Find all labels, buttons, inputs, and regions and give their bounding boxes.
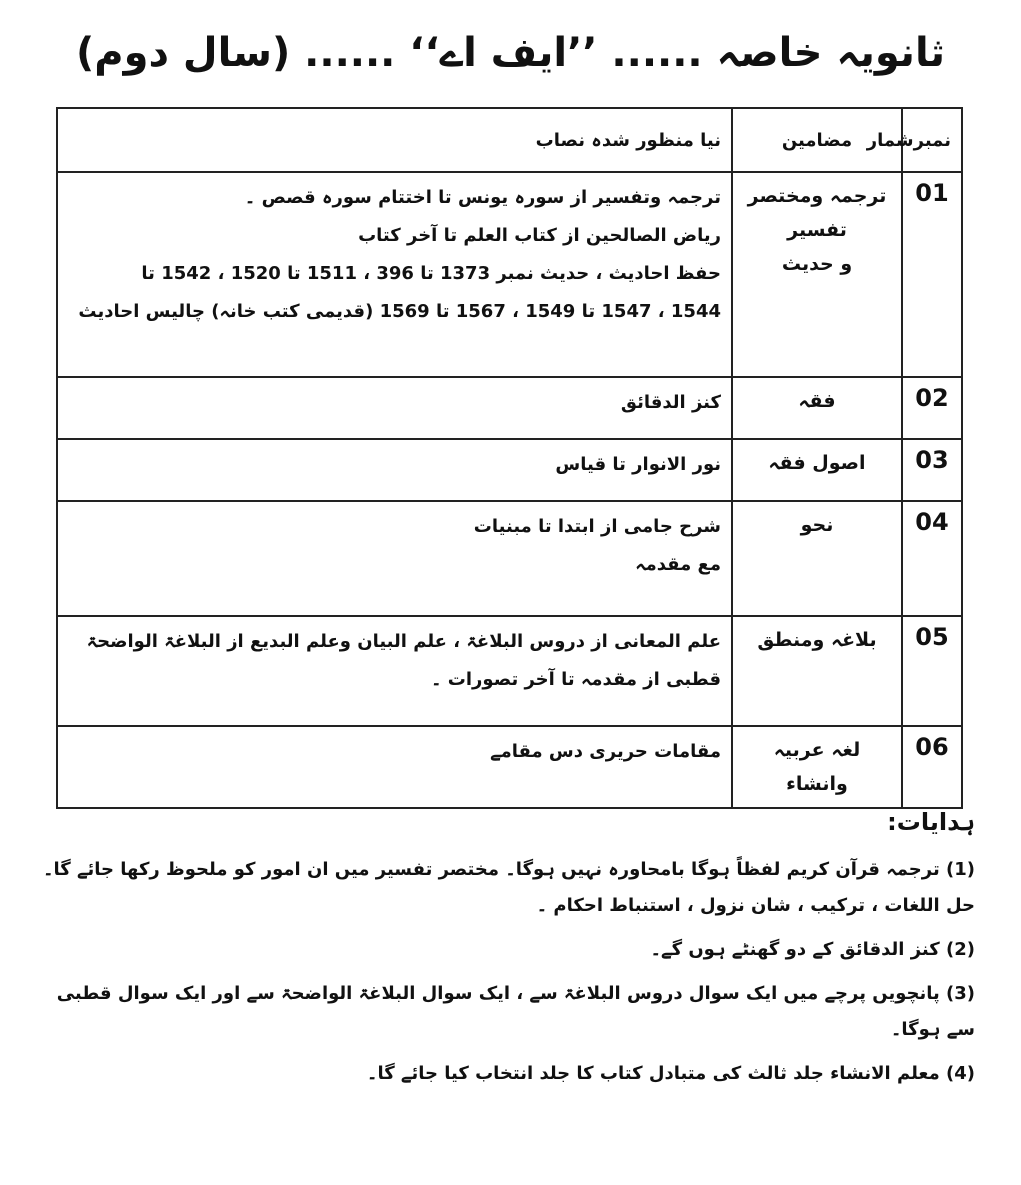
table-row [57,172,962,377]
table-row [57,377,962,439]
curriculum-line: قطبی از مقدمہ تا آخر تصورات ۔ [430,669,721,690]
row-number: 06 [902,726,962,808]
instruction-item: (2) کنز الدقائق کے دو گھنٹے ہوں گے۔ [650,939,975,960]
curriculum-line: حفظ احادیث ، حدیث نمبر 1373 تا 396 ، 1511 تا 1520 ، 1542 تا [141,263,721,284]
instruction-item: (1) ترجمہ قرآن کریم لفظاً ہوگا بامحاورہ نہیں ہوگا۔ مختصر تفسیر میں ان امور کو ملحوظ رکھا جائے گا۔ حل اللغات ، ترکیب ، شان نزول ، استنباط احکام ۔ [42,859,975,916]
curriculum-line: علم المعانی از دروس البلاغۃ ، علم البیان وعلم البدیع از البلاغۃ الواضحۃ [86,631,721,652]
row-curriculum [57,172,732,377]
row-subject: لغہ عربیہ وانشاء [732,726,902,808]
row-curriculum [57,501,732,616]
row-number: 01 [902,172,962,377]
row-subject [732,172,902,377]
header-subjects: مضامین [732,108,902,172]
syllabus-table [56,107,963,809]
table-header-row [57,108,962,172]
instructions-section [40,808,975,1100]
curriculum-line: ریاض الصالحین از کتاب العلم تا آخر کتاب [358,225,721,246]
row-subject: اصول فقہ [732,439,902,501]
table-row [57,439,962,501]
row-subject: نحو [732,501,902,616]
row-subject: بلاغہ ومنطق [732,616,902,726]
curriculum-line: ترجمہ وتفسیر از سورہ یونس تا اختتام سورہ قصص ۔ [244,187,721,208]
curriculum-line: مع مقدمہ [635,554,721,575]
row-curriculum [57,616,732,726]
subject-line: ترجمہ ومختصر تفسیر [747,185,887,241]
row-curriculum: نور الانوار تا قیاس [57,439,732,501]
header-curriculum: نیا منظور شدہ نصاب [57,108,732,172]
row-number: 04 [902,501,962,616]
row-number: 02 [902,377,962,439]
row-number: 05 [902,616,962,726]
row-subject: فقہ [732,377,902,439]
curriculum-line: شرح جامی از ابتدا تا مبنیات [473,516,721,537]
table-row [57,726,962,808]
row-number: 03 [902,439,962,501]
curriculum-line: 1544 ، 1547 تا 1549 ، 1567 تا 1569 (قدیمی کتب خانہ) چالیس احادیث [78,301,721,322]
subject-line: و حدیث [781,253,853,275]
instructions-heading: ہدایات: [887,808,975,836]
row-curriculum: مقامات حریری دس مقامے [57,726,732,808]
table-row [57,501,962,616]
instruction-item: (3) پانچویں پرچے میں ایک سوال دروس البلاغۃ سے ، ایک سوال البلاغۃ الواضحۃ سے اور ایک سوال قطبی سے ہوگا۔ [56,983,975,1040]
table-row [57,616,962,726]
row-curriculum: کنز الدقائق [57,377,732,439]
instruction-item: (4) معلم الانشاء جلد ثالث کی متبادل کتاب کا جلد انتخاب کیا جائے گا۔ [366,1063,975,1084]
header-number: نمبرشمار [902,108,962,172]
page-title: ثانویہ خاصہ ...... ’’ایف اے‘‘ ...... (سال دوم) [76,30,945,76]
